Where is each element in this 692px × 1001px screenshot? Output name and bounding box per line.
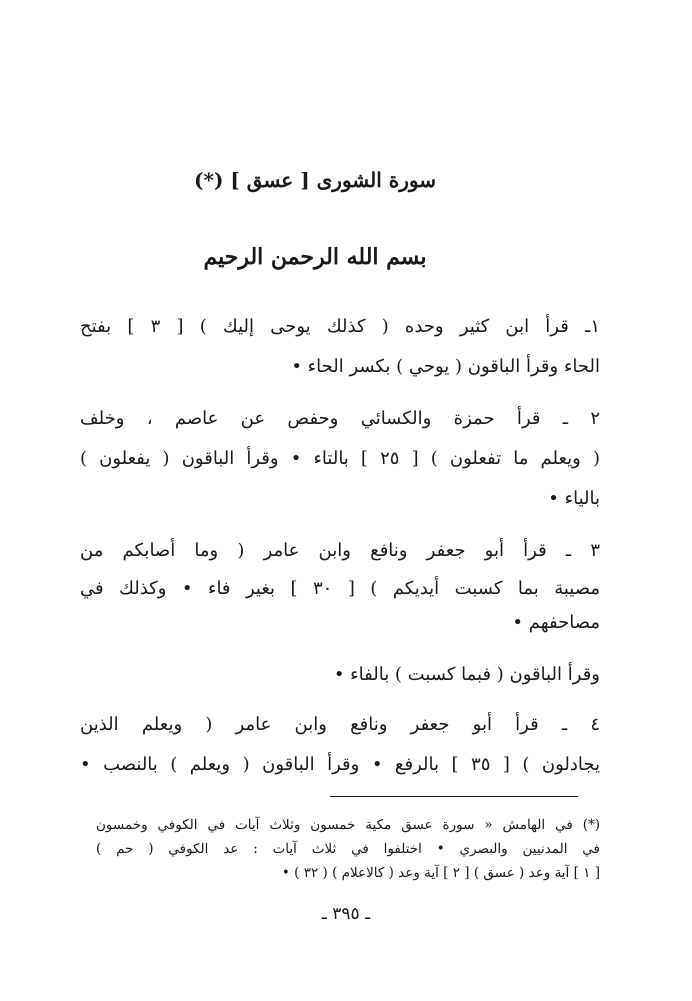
body-line-6: ٣ ـ قرأ أبو جعفر ونافع وابن عامر ( وما أصابكم من [80,540,600,561]
surah-title: سورة الشورى [ عسق ] (*) [194,168,436,192]
body-line-1: ١ـ قرأ ابن كثير وحده ( كذلك يوحى إليك ) [ ٣ ] بفتح [80,316,600,337]
body-line-2: الحاء وقرأ الباقون ( يوحي ) بكسر الحاء • [291,356,600,377]
body-line-9: وقرأ الباقون ( فبما كسبت ) بالفاء • [333,664,600,685]
footnote-line-1: (*) في الهامش « سورة عسق مكية خمسون وثلاث آيات في الكوفي وخمسون [96,817,600,833]
body-line-5: بالياء • [548,488,600,509]
body-line-7: مصيبة بما كسبت أيديكم ) [ ٣٠ ] بغير فاء • وكذلك في [80,578,600,599]
footnote-line-3: [ ١ ] آية وعد ( عسق ) [ ٢ ] آية وعد ( كالاعلام ) ( ٣٢ ) • [281,865,600,881]
basmala: بسم الله الرحمن الرحيم [203,244,427,270]
body-line-8: مصاحفهم • [512,612,600,633]
footnote-divider [330,796,578,797]
body-line-11: يجادلون ) [ ٣٥ ] بالرفع • وقرأ الباقون ( ويعلم ) بالنصب • [80,754,600,775]
body-line-4: ( ويعلم ما تفعلون ) [ ٢٥ ] بالتاء • وقرأ الباقون ( يفعلون ) [80,448,600,469]
body-line-3: ٢ ـ قرأ حمزة والكسائي وحفص عن عاصم ، وخلف [80,408,600,429]
footnote-line-2: في المدنيين والبصري • اختلفوا في ثلاث آيات : عد الكوفي ( حم ) [96,841,600,857]
page-number: ـ ٣٩٥ ـ [321,904,371,924]
body-line-10: ٤ ـ قرأ أبو جعفر ونافع وابن عامر ( ويعلم الذين [80,714,600,735]
